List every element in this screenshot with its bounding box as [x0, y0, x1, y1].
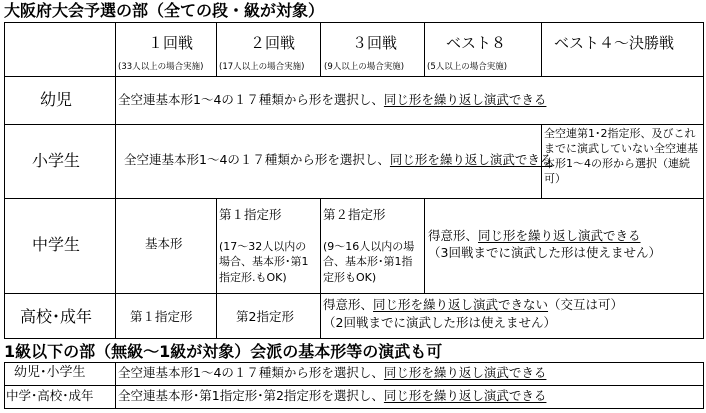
row-label-koko: 高校･成年	[20, 307, 93, 326]
section1-title: 大阪府大会予選の部（全ての段・級が対象）	[4, 1, 325, 20]
koko-round1: 第１指定形	[130, 309, 193, 324]
best8-label: ベスト８	[446, 34, 507, 52]
row2-label-a: 幼児･小学生	[14, 365, 86, 380]
shogaku-rule: 全空連基本形1～4の１７種類から形を選択し、同じ形を繰り返し演武できる	[124, 152, 553, 167]
koko-round2: 第2指定形	[236, 309, 294, 324]
row2-rule-a: 全空連基本形1～4の１７種類から形を選択し、同じ形を繰り返し演武できる	[118, 365, 547, 380]
row-label-shogaku: 小学生	[32, 151, 81, 170]
best8-note: (5人以上の場合実施)	[427, 62, 508, 72]
round3-label: ３回戦	[352, 34, 398, 52]
section2-title: 1級以下の部（無級～1級が対象）会派の基本形等の演武も可	[4, 342, 443, 361]
shogaku-final-rule: 全空連第1･2指定形、及びこれまでに演武していない全空連基本形1～4の形から選択（連続可）	[544, 127, 698, 185]
chugaku-round3-title: 第２指定形	[323, 207, 386, 222]
koko-rest-note: （2回戦までに演武した形は使えません）	[323, 315, 556, 330]
row-label-yoji: 幼児	[40, 90, 73, 109]
round1-label: １回戦	[148, 34, 194, 52]
chugaku-round3-note: (9～16人以内の場合、基本形･第1指定形もOK)	[323, 240, 415, 284]
yoji-rule: 全空連基本形1～4の１７種類から形を選択し、同じ形を繰り返し演武できる	[118, 92, 547, 107]
row-label-chugaku: 中学生	[32, 235, 81, 254]
chugaku-round2-note: (17～32人以内の場合、基本形･第1指定形.もOK)	[219, 240, 309, 284]
round2-label: ２回戦	[250, 34, 296, 52]
chugaku-round1: 基本形	[145, 236, 183, 251]
round1-note: (33人以上の場合実施)	[118, 62, 204, 72]
row2-rule-b: 全空連基本形･第1指定形･第2指定形を選択し、同じ形を繰り返し演武できる	[118, 388, 547, 403]
round3-note: (9人以上の場合実施)	[324, 62, 405, 72]
best4-final-label: ベスト４～決勝戦	[554, 34, 675, 52]
chugaku-round2-title: 第１指定形	[219, 207, 282, 222]
round2-note: (17人以上の場合実施)	[219, 62, 305, 72]
chugaku-rest-note: （3回戦までに演武した形は使えません）	[428, 245, 661, 260]
chugaku-rest-rule: 得意形、同じ形を繰り返し演武できる	[428, 228, 641, 243]
koko-rest-rule: 得意形、同じ形を繰り返し演武できない（交互は可）	[323, 297, 624, 312]
row2-label-b: 中学･高校･成年	[6, 388, 94, 403]
